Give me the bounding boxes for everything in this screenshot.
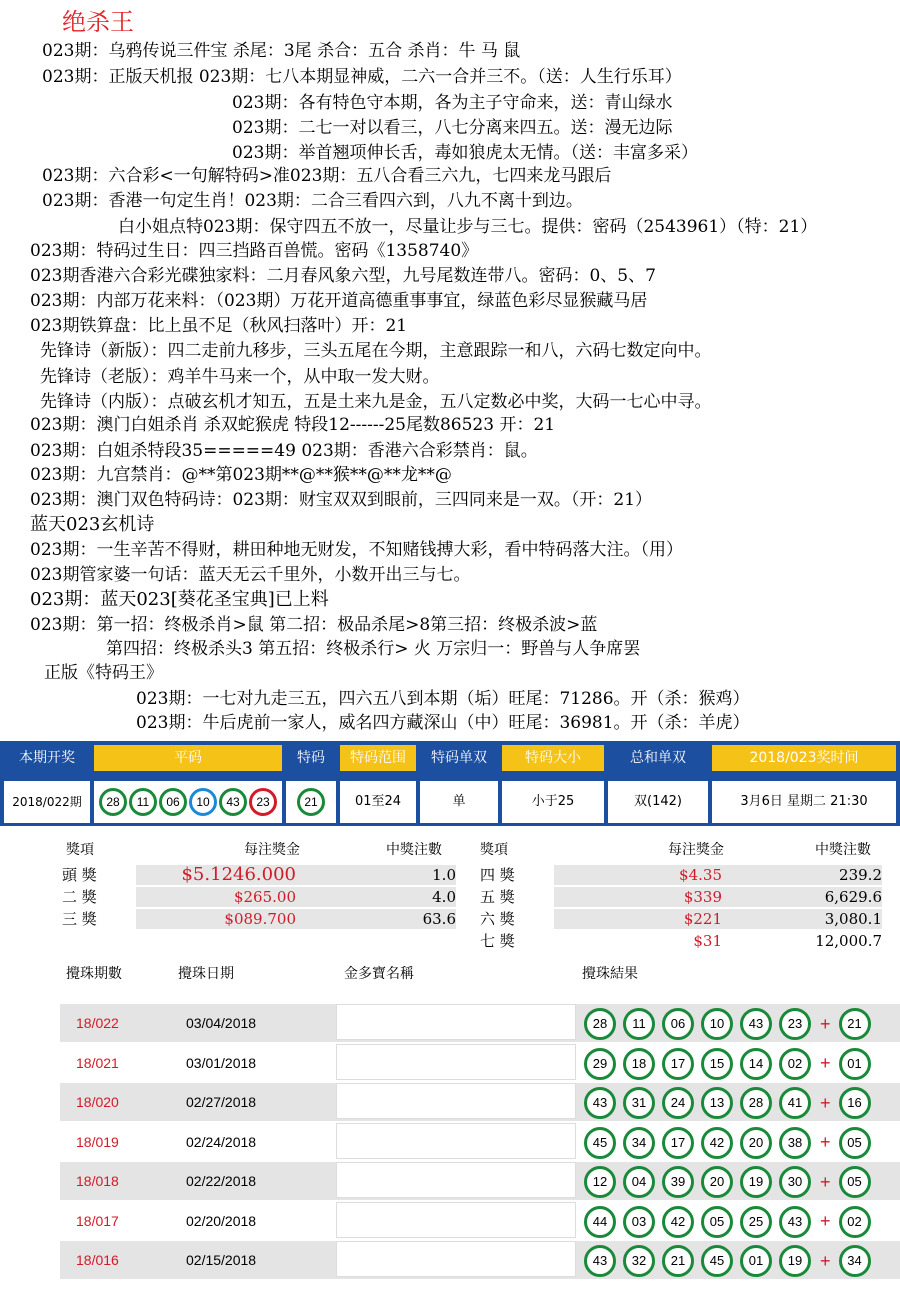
prize-label: 頭 獎	[62, 866, 97, 884]
prize-row	[480, 886, 882, 908]
history-date: 02/24/2018	[186, 1133, 257, 1150]
plus-icon: +	[820, 1053, 831, 1073]
history-row	[60, 1083, 900, 1121]
history-row	[60, 1123, 900, 1161]
prediction-line: 023期：乌鸦传说三件宝 杀尾：3尾 杀合：五合 杀肖：牛 马 鼠	[42, 41, 521, 61]
history-date: 02/20/2018	[186, 1212, 257, 1229]
history-special-ball: 34	[839, 1245, 871, 1277]
history-ball: 19	[779, 1245, 811, 1277]
header-range: 特码范围	[340, 745, 416, 771]
prize-amount: $31	[693, 932, 722, 950]
special-ball: 21	[297, 788, 325, 816]
history-balls	[584, 1008, 871, 1040]
prediction-line: 023期：一生辛苦不得财，耕田种地无财发，不知赌钱搏大彩，看中特码落大注。（用）	[30, 540, 683, 560]
history-header-date: 攪珠日期	[178, 966, 234, 982]
history-ball: 03	[623, 1206, 655, 1238]
history-ball: 23	[779, 1008, 811, 1040]
history-ball: 13	[701, 1087, 733, 1119]
history-special-ball: 16	[839, 1087, 871, 1119]
prediction-line: 023期：正版天机报 023期：七八本期显神威，二六一合并三不。（送：人生行乐耳）	[42, 67, 682, 87]
range-value: 01至24	[340, 781, 416, 823]
history-balls	[584, 1166, 871, 1198]
history-ball: 28	[740, 1087, 772, 1119]
history-special-ball: 05	[839, 1166, 871, 1198]
prize-label: 五 獎	[480, 888, 515, 906]
history-ball: 02	[779, 1048, 811, 1080]
history-special-ball: 01	[839, 1048, 871, 1080]
history-name-cell	[336, 1004, 576, 1040]
prediction-line: 023期香港六合彩光碟独家料：二月春风象六型，九号尾数连带八。密码：0、5、7	[30, 266, 656, 286]
number-ball: 43	[219, 788, 247, 816]
history-balls	[584, 1206, 871, 1238]
prize-amount: $4.35	[679, 866, 722, 884]
history-ball: 30	[779, 1166, 811, 1198]
history-ball: 31	[623, 1087, 655, 1119]
history-balls	[584, 1087, 871, 1119]
prize-amount: $089.700	[224, 910, 296, 928]
plus-icon: +	[820, 1171, 831, 1192]
prediction-line: 023期：第一招：终极杀肖>鼠 第二招：极品杀尾>8第三招：终极杀波>蓝	[30, 615, 598, 635]
prediction-line: 023期：特码过生日：四三挡路百兽慌。密码《1358740》	[30, 241, 479, 261]
history-issue: 18/017	[76, 1212, 119, 1229]
sum-value: 双(142)	[608, 781, 708, 823]
history-ball: 29	[584, 1048, 616, 1080]
prize-label: 七 獎	[480, 932, 515, 950]
prediction-line: 023期：澳门双色特码诗：023期：财宝双双到眼前，三四同来是一双。（开：21）	[30, 490, 653, 510]
prize-label: 二 獎	[62, 888, 97, 906]
number-ball: 11	[129, 788, 157, 816]
prize-row	[62, 908, 456, 930]
prediction-line: 023期：九宫禁肖：@**第023期**@**猴**@**龙**@	[30, 465, 452, 485]
history-ball: 24	[662, 1087, 694, 1119]
prize-header-amount-right: 每注獎金	[668, 842, 724, 858]
prize-amount: $265.00	[233, 888, 296, 906]
history-ball: 34	[623, 1127, 655, 1159]
history-ball: 19	[740, 1166, 772, 1198]
prize-label: 四 獎	[480, 866, 515, 884]
prediction-line: 023期：白姐杀特段35=====49 023期：香港六合彩禁肖：鼠。	[30, 441, 538, 461]
history-ball: 17	[662, 1048, 694, 1080]
prize-row	[62, 864, 456, 886]
prize-row	[480, 930, 882, 952]
history-ball: 38	[779, 1127, 811, 1159]
history-ball: 43	[584, 1245, 616, 1277]
result-table	[0, 741, 900, 826]
history-issue: 18/022	[76, 1015, 119, 1031]
history-row	[60, 1044, 900, 1082]
history-name-cell	[336, 1083, 576, 1119]
prize-header-amount-left: 每注獎金	[244, 842, 300, 858]
prediction-line: 先锋诗（内版）：点破玄机才知五，五是土来九是金，五八定数必中奖，大码一七心中寻。	[40, 392, 712, 412]
header-sum: 总和单双	[608, 745, 708, 771]
prediction-line: 023期管家婆一句话：蓝天无云千里外，小数开出三与七。	[30, 565, 471, 585]
history-row	[60, 1162, 900, 1200]
history-ball: 44	[584, 1206, 616, 1238]
history-balls	[584, 1048, 871, 1080]
number-ball: 10	[189, 788, 217, 816]
history-ball: 11	[623, 1008, 655, 1040]
history-name-cell	[336, 1123, 576, 1159]
history-issue: 18/020	[76, 1094, 119, 1110]
header-current-draw: 本期开奖	[4, 745, 90, 771]
history-issue: 18/021	[76, 1054, 119, 1071]
prediction-line: 023期：举首翘项伸长舌，毒如狼虎太无情。（送：丰富多采）	[232, 143, 698, 163]
prediction-line: 先锋诗（老版）：鸡羊牛马来一个，从中取一发大财。	[40, 367, 440, 387]
history-ball: 10	[701, 1008, 733, 1040]
prize-header-count-right: 中獎注數	[815, 842, 871, 858]
prediction-line: 蓝天023玄机诗	[30, 514, 155, 535]
prediction-line: 023期：各有特色守本期，各为主子守命来，送：青山绿水	[232, 93, 673, 113]
special-ball-cell	[286, 781, 336, 823]
prediction-line: 白小姐点特023期：保守四五不放一，尽量让步与三七。提供：密码（2543961）（特：21）	[118, 217, 818, 237]
prize-count: 12,000.7	[815, 932, 882, 950]
prediction-line: 023期：二七一对以看三，八七分离来四五。送：漫无边际	[232, 118, 673, 138]
history-special-ball: 05	[839, 1127, 871, 1159]
prize-row	[62, 886, 456, 908]
prize-count: 4.0	[432, 888, 456, 906]
prize-row	[480, 908, 882, 930]
prediction-line: 023期：牛后虎前一家人，威名四方藏深山（中）旺尾：36981。开（杀：羊虎）	[136, 713, 750, 733]
history-row	[60, 1202, 900, 1240]
history-ball: 14	[740, 1048, 772, 1080]
history-date: 03/01/2018	[186, 1054, 257, 1071]
history-ball: 15	[701, 1048, 733, 1080]
prediction-line: 023期：蓝天023[葵花圣宝典]已上料	[30, 589, 329, 610]
history-ball: 12	[584, 1166, 616, 1198]
history-issue: 18/018	[76, 1173, 119, 1189]
normal-balls	[94, 781, 282, 823]
odd-even-value: 单	[420, 781, 498, 823]
prediction-line: 023期：内部万花来料：（023期）万花开道高德重事事宜，绿蓝色彩尽显猴藏马居	[30, 291, 648, 311]
history-ball: 21	[662, 1245, 694, 1277]
history-ball: 45	[584, 1127, 616, 1159]
prize-count: 6,629.6	[824, 888, 882, 906]
plus-icon: +	[820, 1013, 831, 1034]
prize-label: 六 獎	[480, 910, 515, 928]
header-time: 2018/023奖时间	[712, 745, 896, 771]
prize-label: 三 獎	[62, 910, 97, 928]
history-name-cell	[336, 1044, 576, 1080]
number-ball: 23	[249, 788, 277, 816]
prediction-line: 023期铁算盘：比上虽不足（秋风扫落叶）开：21	[30, 316, 408, 336]
prediction-line: 023期：一七对九走三五，四六五八到本期（垢）旺尾：71286。开（杀：猴鸡）	[136, 689, 750, 709]
header-special: 特码	[286, 745, 336, 771]
prediction-line: 023期：香港一句定生肖！023期：二合三看四六到，八九不离十到边。	[42, 191, 583, 211]
size-value: 小于25	[502, 781, 604, 823]
history-ball: 45	[701, 1245, 733, 1277]
history-name-cell	[336, 1162, 576, 1198]
prize-amount: $339	[683, 888, 722, 906]
number-ball: 06	[159, 788, 187, 816]
prediction-line: 023期：澳门白姐杀肖 杀双蛇猴虎 特段12------25尾数86523 开：21	[30, 415, 556, 435]
header-odd-even: 特码单双	[420, 745, 498, 771]
history-ball: 20	[740, 1127, 772, 1159]
prize-amount: $5.1246.000	[181, 864, 296, 885]
plus-icon: +	[820, 1211, 831, 1231]
number-ball: 28	[99, 788, 127, 816]
history-date: 02/27/2018	[186, 1094, 257, 1110]
prize-row	[480, 864, 882, 886]
history-header-name: 金多寶名稱	[344, 966, 414, 982]
history-ball: 43	[779, 1206, 811, 1238]
history-date: 02/22/2018	[186, 1173, 257, 1189]
prediction-line: 023期：六合彩<一句解特码>准023期：五八合看三六九，七四来龙马跟后	[42, 166, 612, 186]
header-normal-numbers: 平码	[94, 745, 282, 771]
prize-header-item-left: 獎項	[66, 842, 94, 858]
prize-header-item-right: 獎項	[480, 842, 508, 858]
history-ball: 25	[740, 1206, 772, 1238]
history-issue: 18/016	[76, 1252, 119, 1268]
history-name-cell	[336, 1202, 576, 1238]
plus-icon: +	[820, 1132, 831, 1152]
history-special-ball: 02	[839, 1206, 871, 1238]
prediction-line: 先锋诗（新版）：四二走前九移步，三头五尾在今期，主意跟踪一和八，六码七数定向中。	[40, 341, 712, 361]
header-size: 特码大小	[502, 745, 604, 771]
page-title: 绝杀王	[62, 8, 134, 36]
history-name-cell	[336, 1241, 576, 1277]
prize-count: 239.2	[839, 866, 882, 884]
plus-icon: +	[820, 1092, 831, 1113]
history-ball: 01	[740, 1245, 772, 1277]
history-special-ball: 21	[839, 1008, 871, 1040]
history-ball: 05	[701, 1206, 733, 1238]
history-ball: 42	[662, 1206, 694, 1238]
history-balls	[584, 1127, 871, 1159]
history-ball: 39	[662, 1166, 694, 1198]
time-value: 3月6日 星期二 21:30	[712, 781, 896, 823]
history-issue: 18/019	[76, 1133, 119, 1150]
history-row	[60, 1004, 900, 1042]
history-ball: 18	[623, 1048, 655, 1080]
history-balls	[584, 1245, 871, 1277]
history-ball: 17	[662, 1127, 694, 1159]
history-ball: 04	[623, 1166, 655, 1198]
history-header-issue: 攪珠期數	[66, 966, 122, 982]
prediction-line: 正版《特码王》	[44, 663, 163, 683]
prize-count: 63.6	[422, 910, 456, 928]
prize-count: 3,080.1	[824, 910, 882, 928]
history-ball: 41	[779, 1087, 811, 1119]
plus-icon: +	[820, 1250, 831, 1271]
history-date: 03/04/2018	[186, 1015, 257, 1031]
history-date: 02/15/2018	[186, 1252, 257, 1268]
history-ball: 42	[701, 1127, 733, 1159]
history-ball: 32	[623, 1245, 655, 1277]
issue-value: 2018/022期	[4, 781, 90, 823]
history-ball: 28	[584, 1008, 616, 1040]
prize-amount: $221	[683, 910, 722, 928]
history-header-result: 攪珠結果	[582, 966, 638, 982]
history-ball: 43	[740, 1008, 772, 1040]
history-ball: 43	[584, 1087, 616, 1119]
history-ball: 06	[662, 1008, 694, 1040]
prize-header-count-left: 中獎注數	[386, 842, 442, 858]
history-row	[60, 1241, 900, 1279]
prediction-line: 第四招：终极杀头3 第五招：终极杀行> 火 万宗归一：野兽与人争席罢	[106, 639, 641, 659]
prize-count: 1.0	[432, 866, 456, 884]
history-ball: 20	[701, 1166, 733, 1198]
